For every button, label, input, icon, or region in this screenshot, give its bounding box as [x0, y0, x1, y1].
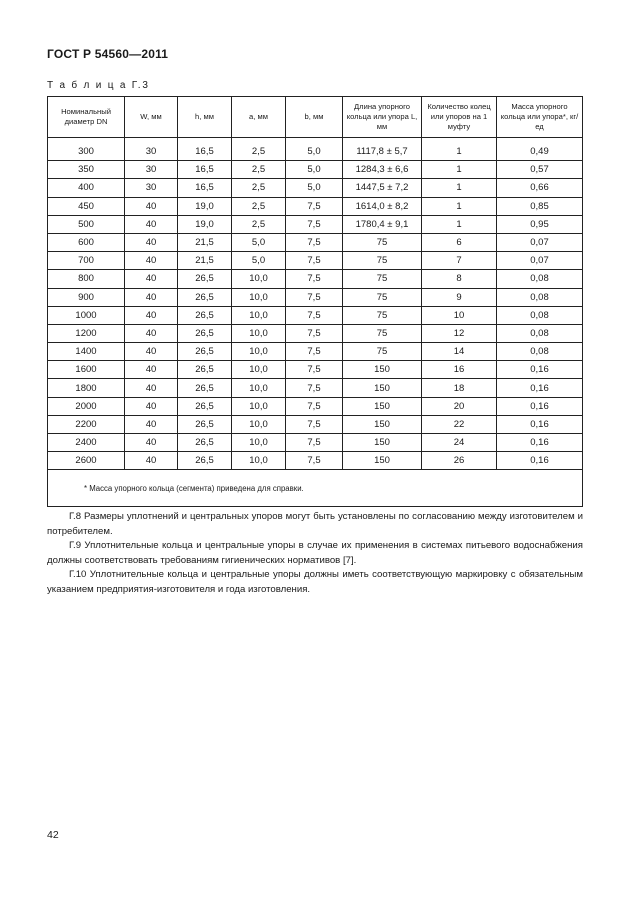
column-header: Количество колец или упоров на 1 муфту — [422, 97, 497, 138]
table-cell: 7,5 — [286, 343, 343, 361]
table-cell: 0,08 — [497, 270, 583, 288]
table-cell: 26,5 — [178, 361, 232, 379]
table-cell: 40 — [125, 252, 178, 270]
table-cell: 7,5 — [286, 215, 343, 233]
table-cell: 30 — [125, 179, 178, 197]
table-cell: 26,5 — [178, 434, 232, 452]
table-cell: 40 — [125, 233, 178, 251]
table-row — [48, 306, 583, 324]
table-cell: 2,5 — [232, 179, 286, 197]
table-cell: 40 — [125, 452, 178, 470]
table-cell: 40 — [125, 288, 178, 306]
table-cell: 0,16 — [497, 415, 583, 433]
table-cell: 26,5 — [178, 324, 232, 342]
table-cell: 40 — [125, 361, 178, 379]
table-cell: 150 — [343, 379, 422, 397]
table-cell: 1 — [422, 138, 497, 161]
table-cell: 26,5 — [178, 288, 232, 306]
table-cell: 40 — [125, 379, 178, 397]
table-cell: 16 — [422, 361, 497, 379]
table-cell: 75 — [343, 306, 422, 324]
table-cell: 700 — [48, 252, 125, 270]
table-cell: 75 — [343, 233, 422, 251]
table-cell: 21,5 — [178, 233, 232, 251]
table-cell: 0,07 — [497, 252, 583, 270]
table-cell: 10,0 — [232, 270, 286, 288]
table-cell: 7,5 — [286, 379, 343, 397]
paragraph-g10: Г.10 Уплотнительные кольца и центральные упоры должны иметь соответствующую маркировку с обязательным указанием предприятия-изготовителя и года изготовления. — [47, 569, 583, 595]
table-cell: 2,5 — [232, 197, 286, 215]
table-cell: 24 — [422, 434, 497, 452]
table-cell: 1 — [422, 161, 497, 179]
table-cell: 2000 — [48, 397, 125, 415]
table-cell: 1 — [422, 197, 497, 215]
table-row — [48, 233, 583, 251]
table-cell: 40 — [125, 197, 178, 215]
paragraph-g8: Г.8 Размеры уплотнений и центральных упоров могут быть установлены по согласованию между изготовителем и потребителем. — [47, 511, 583, 537]
table-cell: 8 — [422, 270, 497, 288]
table-cell: 40 — [125, 270, 178, 288]
table-row — [48, 138, 583, 161]
table-cell: 7,5 — [286, 306, 343, 324]
table-row — [48, 324, 583, 342]
table-cell: 450 — [48, 197, 125, 215]
table-cell: 5,0 — [286, 161, 343, 179]
table-cell: 6 — [422, 233, 497, 251]
table-cell: 16,5 — [178, 179, 232, 197]
column-header: a, мм — [232, 97, 286, 138]
column-header: b, мм — [286, 97, 343, 138]
table-row — [48, 161, 583, 179]
table-cell: 40 — [125, 215, 178, 233]
table-cell: 1800 — [48, 379, 125, 397]
table-cell: 0,08 — [497, 288, 583, 306]
table-cell: 26,5 — [178, 343, 232, 361]
table-cell: 0,66 — [497, 179, 583, 197]
table-cell: 9 — [422, 288, 497, 306]
table-cell: 10 — [422, 306, 497, 324]
table-cell: 0,16 — [497, 397, 583, 415]
table-cell: 1447,5 ± 7,2 — [343, 179, 422, 197]
table-cell: 10,0 — [232, 397, 286, 415]
table-cell: 10,0 — [232, 434, 286, 452]
table-cell: 350 — [48, 161, 125, 179]
table-cell: 7 — [422, 252, 497, 270]
table-cell: 0,08 — [497, 324, 583, 342]
table-cell: 21,5 — [178, 252, 232, 270]
table-cell: 300 — [48, 138, 125, 161]
table-cell: 1 — [422, 179, 497, 197]
table-cell: 5,0 — [286, 138, 343, 161]
table-cell: 0,16 — [497, 452, 583, 470]
table-cell: 75 — [343, 270, 422, 288]
table-cell: 1000 — [48, 306, 125, 324]
table-row — [48, 270, 583, 288]
table-cell: 40 — [125, 306, 178, 324]
table-row — [48, 179, 583, 197]
table-cell: 14 — [422, 343, 497, 361]
column-header: W, мм — [125, 97, 178, 138]
body-text — [47, 510, 583, 597]
column-header: Номинальный диаметр DN — [48, 97, 125, 138]
table-cell: 500 — [48, 215, 125, 233]
table-cell: 600 — [48, 233, 125, 251]
table-cell: 26,5 — [178, 452, 232, 470]
table-cell: 1400 — [48, 343, 125, 361]
table-cell: 150 — [343, 452, 422, 470]
table-cell: 2400 — [48, 434, 125, 452]
table-row — [48, 343, 583, 361]
table-cell: 0,08 — [497, 306, 583, 324]
table-cell: 0,16 — [497, 379, 583, 397]
table-cell: 40 — [125, 397, 178, 415]
table-cell: 0,57 — [497, 161, 583, 179]
table-cell: 26,5 — [178, 415, 232, 433]
table-cell: 7,5 — [286, 252, 343, 270]
table-cell: 19,0 — [178, 215, 232, 233]
table-cell: 75 — [343, 288, 422, 306]
table-cell: 75 — [343, 324, 422, 342]
table-cell: 12 — [422, 324, 497, 342]
table-row — [48, 379, 583, 397]
table-cell: 1 — [422, 215, 497, 233]
table-row — [48, 434, 583, 452]
table-cell: 2,5 — [232, 138, 286, 161]
table-cell: 75 — [343, 343, 422, 361]
table-cell: 0,85 — [497, 197, 583, 215]
table-cell: 22 — [422, 415, 497, 433]
table-cell: 1780,4 ± 9,1 — [343, 215, 422, 233]
table-row — [48, 197, 583, 215]
table-cell: 2600 — [48, 452, 125, 470]
table-cell: 0,16 — [497, 361, 583, 379]
page-number: 42 — [47, 829, 59, 841]
table-cell: 0,08 — [497, 343, 583, 361]
table-cell: 2,5 — [232, 161, 286, 179]
table-row — [48, 288, 583, 306]
table-cell: 10,0 — [232, 343, 286, 361]
table-cell: 1600 — [48, 361, 125, 379]
table-cell: 2,5 — [232, 215, 286, 233]
table-cell: 7,5 — [286, 452, 343, 470]
table-cell: 0,95 — [497, 215, 583, 233]
table-row — [48, 252, 583, 270]
table-cell: 7,5 — [286, 361, 343, 379]
table-cell: 40 — [125, 434, 178, 452]
table-header-row — [48, 97, 583, 138]
table-caption: Т а б л и ц а Г.3 — [47, 80, 150, 91]
table-cell: 20 — [422, 397, 497, 415]
column-header: Масса упорного кольца или упора*, кг/ед — [497, 97, 583, 138]
table-cell: 10,0 — [232, 306, 286, 324]
column-header: Длина упорного кольца или упора L, мм — [343, 97, 422, 138]
table-cell: 18 — [422, 379, 497, 397]
table-cell: 800 — [48, 270, 125, 288]
table-cell: 7,5 — [286, 197, 343, 215]
table-cell: 400 — [48, 179, 125, 197]
table-cell: 7,5 — [286, 434, 343, 452]
table-cell: 16,5 — [178, 161, 232, 179]
table-cell: 5,0 — [232, 252, 286, 270]
table-cell: 26 — [422, 452, 497, 470]
table-cell: 40 — [125, 415, 178, 433]
table-cell: 10,0 — [232, 415, 286, 433]
table-cell: 1284,3 ± 6,6 — [343, 161, 422, 179]
table-cell: 40 — [125, 343, 178, 361]
table-cell: 5,0 — [286, 179, 343, 197]
table-cell: 10,0 — [232, 288, 286, 306]
table-cell: 2200 — [48, 415, 125, 433]
table-row — [48, 397, 583, 415]
table-cell: 150 — [343, 361, 422, 379]
table-cell: 10,0 — [232, 324, 286, 342]
table-cell: 10,0 — [232, 361, 286, 379]
table-row — [48, 361, 583, 379]
table-cell: 75 — [343, 252, 422, 270]
document-header: ГОСТ Р 54560—2011 — [47, 47, 169, 61]
table-cell: 7,5 — [286, 415, 343, 433]
table-cell: 26,5 — [178, 306, 232, 324]
table-cell: 30 — [125, 161, 178, 179]
table-cell: 16,5 — [178, 138, 232, 161]
dimensions-table — [47, 96, 583, 507]
table-cell: 150 — [343, 397, 422, 415]
table-cell: 10,0 — [232, 452, 286, 470]
table-cell: 7,5 — [286, 324, 343, 342]
table-cell: 40 — [125, 324, 178, 342]
table-cell: 7,5 — [286, 288, 343, 306]
table-cell: 7,5 — [286, 270, 343, 288]
table-footnote: * Масса упорного кольца (сегмента) приведена для справки. — [48, 470, 583, 507]
table-cell: 150 — [343, 415, 422, 433]
table-cell: 150 — [343, 434, 422, 452]
paragraph-g9: Г.9 Уплотнительные кольца и центральные упоры в случае их применения в системах питьевого водоснабжения должны соответствовать требованиям гигиенических нормативов [7]. — [47, 540, 583, 566]
footnote-row — [48, 470, 583, 507]
table-cell: 900 — [48, 288, 125, 306]
table-cell: 0,07 — [497, 233, 583, 251]
table-cell: 1200 — [48, 324, 125, 342]
table-cell: 26,5 — [178, 397, 232, 415]
table-cell: 5,0 — [232, 233, 286, 251]
table-cell: 0,49 — [497, 138, 583, 161]
column-header: h, мм — [178, 97, 232, 138]
table-row — [48, 452, 583, 470]
table-cell: 19,0 — [178, 197, 232, 215]
table-row — [48, 415, 583, 433]
table-cell: 26,5 — [178, 270, 232, 288]
table-cell: 30 — [125, 138, 178, 161]
table-row — [48, 215, 583, 233]
table-cell: 26,5 — [178, 379, 232, 397]
table-cell: 1117,8 ± 5,7 — [343, 138, 422, 161]
table-cell: 10,0 — [232, 379, 286, 397]
table-cell: 7,5 — [286, 397, 343, 415]
table-cell: 1614,0 ± 8,2 — [343, 197, 422, 215]
table-cell: 7,5 — [286, 233, 343, 251]
table-cell: 0,16 — [497, 434, 583, 452]
